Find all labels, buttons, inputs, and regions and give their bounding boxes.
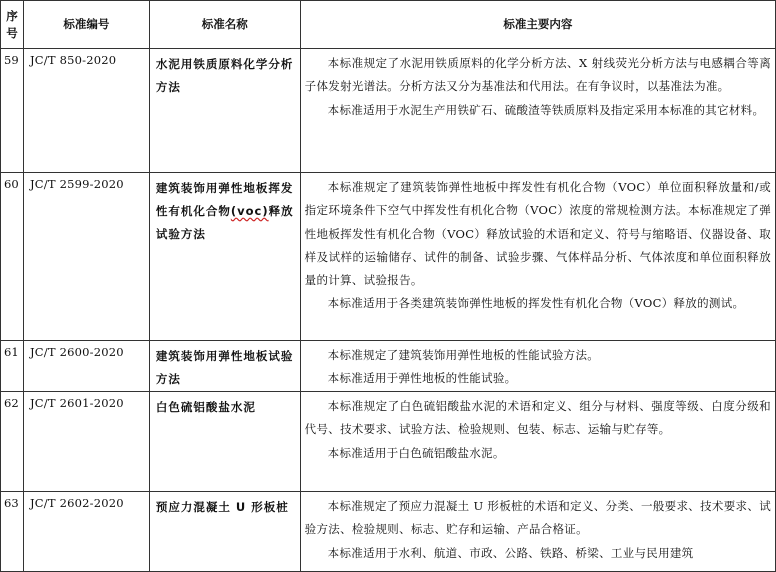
- standard-name-part: 释放试验方法: [155, 204, 294, 241]
- content-paragraph: 本标准适用于各类建筑装饰弹性地板的挥发性有机化合物（VOC）释放的测试。: [327, 296, 745, 311]
- content-paragraph: 本标准适用于弹性地板的性能试验。: [327, 371, 517, 386]
- table-row: [1, 173, 776, 341]
- content-paragraph: 本标准规定了建筑装饰用弹性地板的性能试验方法。: [327, 348, 600, 362]
- standard-name: 水泥用铁质原料化学分析方法: [149, 49, 300, 173]
- table-row: [1, 492, 776, 572]
- row-number: 60: [1, 173, 24, 341]
- standard-name-voc: (voc): [230, 204, 269, 218]
- standard-code: JC/T 2602-2020: [23, 492, 149, 572]
- content-paragraph: 本标准规定了建筑装饰弹性地板中挥发性有机化合物（VOC）单位面积释放量和/或指定环境条件下空气中挥发性有机化合物（VOC）浓度的常规检测方法。本标准规定了弹性地板挥发性有机化合物（VOC）释放试验的术语和定义、符号与缩略语、仪器设备、取样及试样的运输储存、试件的制备、试验步骤、气体样品分析、气体浓度和单位面积释放量的计算、试验报告。: [304, 180, 771, 288]
- table-row: [1, 341, 776, 392]
- row-number: 62: [1, 392, 24, 492]
- header-no-line2: 号: [6, 25, 18, 40]
- standard-content: [300, 173, 775, 341]
- standard-code: JC/T 2601-2020: [23, 392, 149, 492]
- table-header-row: [1, 1, 776, 49]
- standard-code: JC/T 2599-2020: [23, 173, 149, 341]
- standard-code: JC/T 2600-2020: [23, 341, 149, 392]
- standard-content: [300, 49, 775, 173]
- header-no-line1: 序: [6, 8, 18, 23]
- header-code: 标准编号: [23, 1, 149, 49]
- standard-name-part: 建筑装饰用弹性地板挥发性有机化合物: [155, 181, 294, 218]
- standard-content: [300, 392, 775, 492]
- header-name: 标准名称: [149, 1, 300, 49]
- standard-content: [300, 341, 775, 392]
- standard-name: 建筑装饰用弹性地板试验方法: [149, 341, 300, 392]
- content-paragraph: 本标准适用于水利、航道、市政、公路、铁路、桥梁、工业与民用建筑: [327, 545, 694, 560]
- header-no: [1, 1, 24, 49]
- standard-code: JC/T 850-2020: [23, 49, 149, 173]
- standard-content: [300, 492, 775, 572]
- standard-name: [149, 173, 300, 341]
- content-paragraph: 本标准规定了白色硫铝酸盐水泥的术语和定义、组分与材料、强度等级、白度分级和代号、技术要求、试验方法、检验规则、包装、标志、运输与贮存等。: [304, 399, 771, 437]
- table-row: [1, 49, 776, 173]
- content-paragraph: 本标准适用于白色硫铝酸盐水泥。: [327, 445, 505, 460]
- table-row: [1, 392, 776, 492]
- row-number: 59: [1, 49, 24, 173]
- row-number: 63: [1, 492, 24, 572]
- standard-name: 白色硫铝酸盐水泥: [149, 392, 300, 492]
- header-content: 标准主要内容: [300, 1, 775, 49]
- row-number: 61: [1, 341, 24, 392]
- content-paragraph: 本标准规定了预应力混凝土 U 形板桩的术语和定义、分类、一般要求、技术要求、试验方法、检验规则、标志、贮存和运输、产品合格证。: [304, 499, 771, 537]
- standard-name: 预应力混凝土 U 形板桩: [149, 492, 300, 572]
- content-paragraph: 本标准规定了水泥用铁质原料的化学分析方法、X 射线荧光分析方法与电感耦合等离子体发射光谱法。分析方法又分为基准法和代用法。在有争议时，以基准法为准。: [304, 56, 771, 94]
- content-paragraph: 本标准适用于水泥生产用铁矿石、硫酸渣等铁质原料及指定采用本标准的其它材料。: [327, 102, 765, 117]
